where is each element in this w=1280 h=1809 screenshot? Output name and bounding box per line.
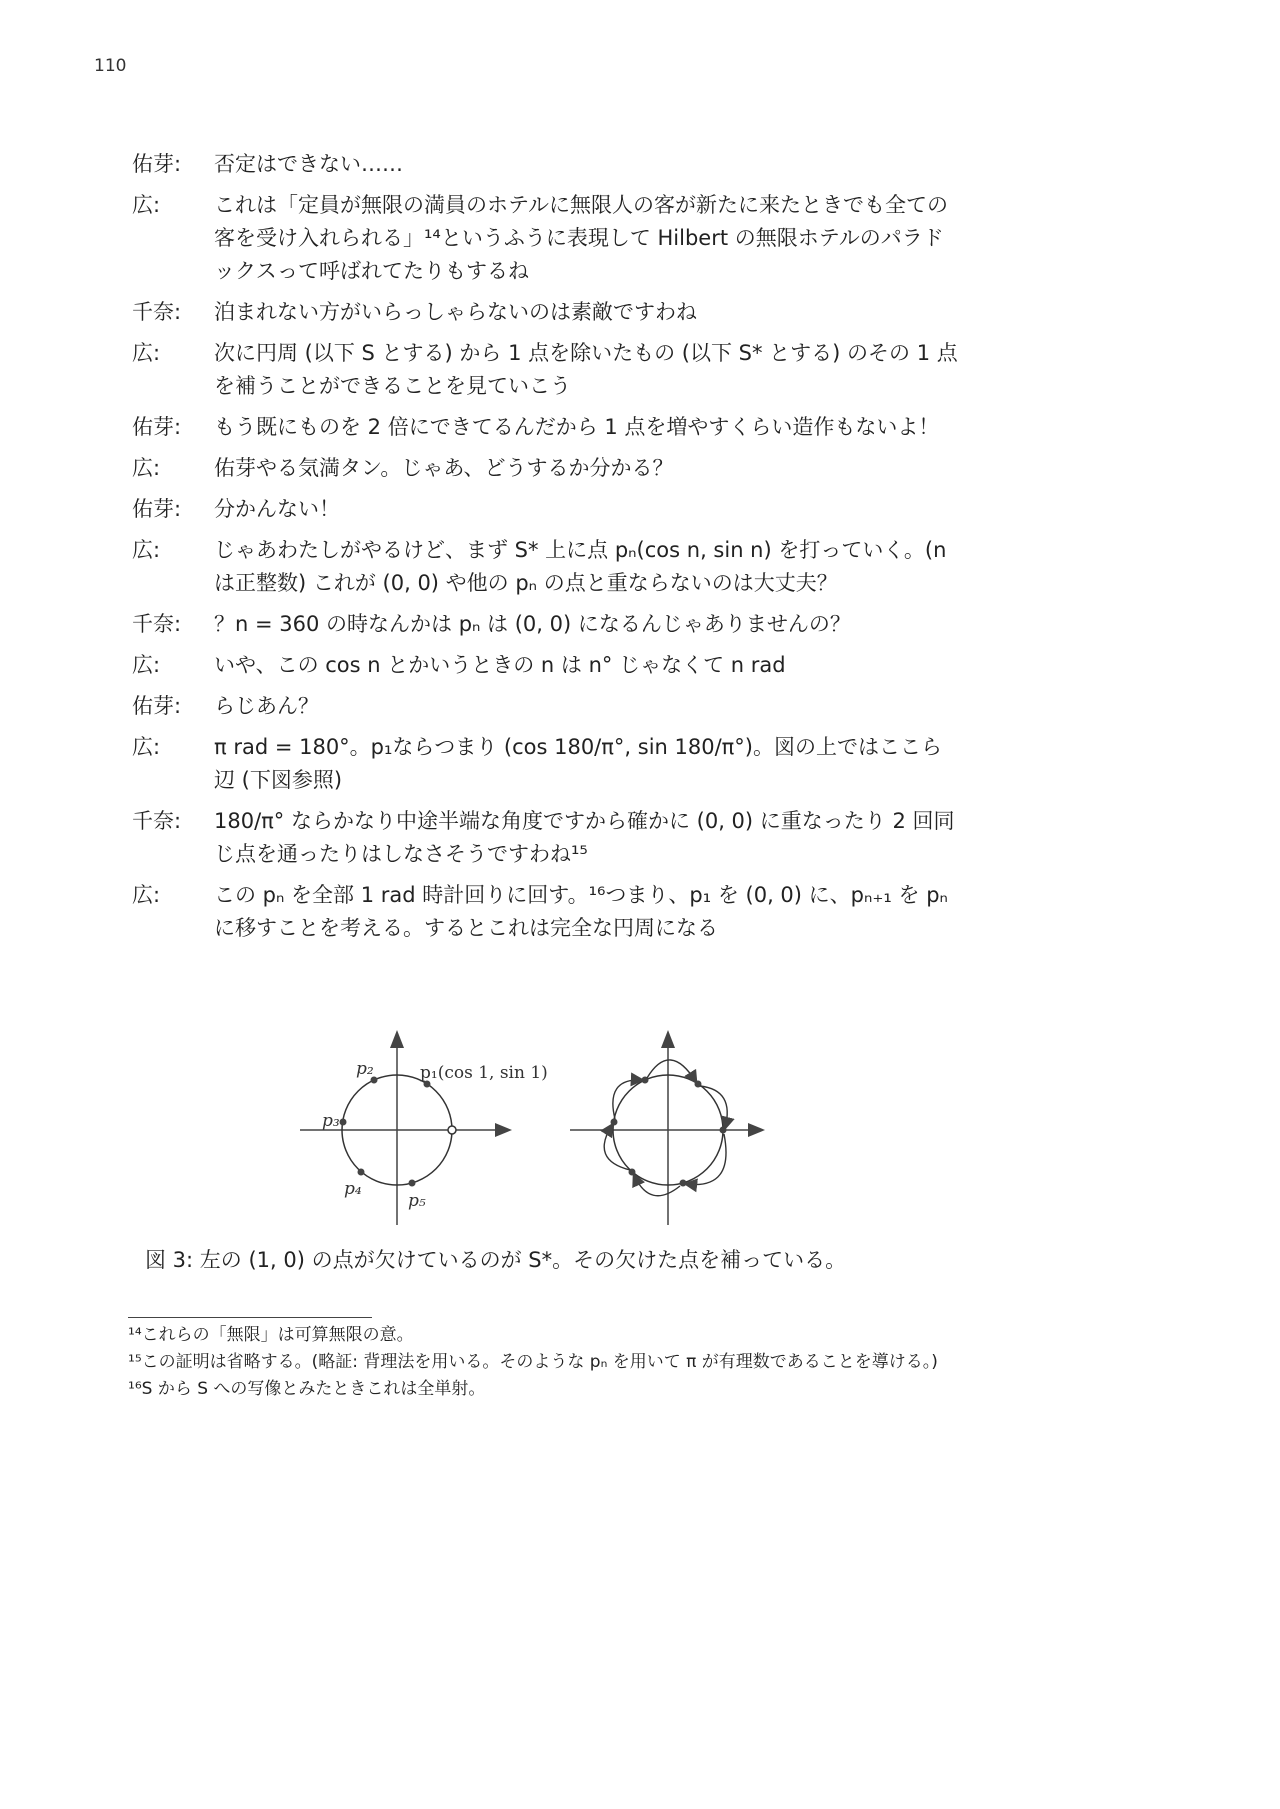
x-axis-arrow-icon bbox=[748, 1123, 765, 1137]
dialogue-line bbox=[132, 731, 962, 797]
dialogue-line bbox=[132, 534, 962, 600]
footnote: ¹⁶S から S への写像とみたときこれは全単射。 bbox=[128, 1379, 486, 1399]
label-p1: p₁(cos 1, sin 1) bbox=[420, 1063, 548, 1083]
speaker-name: 千奈: bbox=[132, 300, 182, 324]
dialogue-text: この pₙ を全部 1 rad 時計回りに回す。¹⁶つまり、p₁ を (0, 0) に、pₙ₊₁ を pₙ に移すことを考える。するとこれは完全な円周になる bbox=[214, 883, 948, 940]
speaker-name: 広: bbox=[132, 653, 161, 677]
rotation-arrow bbox=[604, 1125, 630, 1170]
dialogue-line bbox=[132, 805, 962, 871]
rotation-arrow bbox=[613, 1080, 642, 1119]
dialogue-text: 180/π° ならかなり中途半端な角度ですから確かに (0, 0) に重なったり 2 回同じ点を通ったりはしなさそうですわね¹⁵ bbox=[214, 809, 955, 866]
label-p2: p₂ bbox=[356, 1059, 374, 1079]
dialogue-text: 分かんない！ bbox=[214, 497, 340, 521]
left-diagram bbox=[300, 1030, 548, 1225]
dialogue-line bbox=[132, 493, 962, 526]
dialogue-line bbox=[132, 337, 962, 403]
dialogue-line bbox=[132, 411, 962, 444]
y-axis-arrow-icon bbox=[661, 1030, 675, 1048]
dialogue-text: ？n = 360 の時なんかは pₙ は (0, 0) になるんじゃありませんの？ bbox=[214, 612, 851, 636]
rotation-arrow bbox=[686, 1134, 726, 1185]
speaker-name: 広: bbox=[132, 456, 161, 480]
label-p4: p₄ bbox=[344, 1179, 362, 1199]
dialogue-text: らじあん？ bbox=[214, 694, 319, 718]
speaker-name: 佑芽: bbox=[132, 694, 182, 718]
point-p3 bbox=[611, 1119, 618, 1126]
speaker-name: 広: bbox=[132, 538, 161, 562]
dialogue-text: 次に円周 (以下 S とする) から 1 点を除いたもの (以下 S* とする) のその 1 点を補うことができることを見ていこう bbox=[214, 341, 958, 398]
footnote: ¹⁴これらの「無限」は可算無限の意。 bbox=[128, 1325, 414, 1345]
dialogue-line bbox=[132, 189, 962, 288]
point-p5 bbox=[680, 1180, 687, 1187]
dialogue-text: いや、この cos n とかいうときの n は n° じゃなくて n rad bbox=[214, 653, 786, 677]
speaker-name: 広: bbox=[132, 193, 161, 217]
dialogue-line bbox=[132, 608, 962, 641]
figure-3 bbox=[290, 1020, 790, 1240]
dialogue-text: じゃあわたしがやるけど、まず S* 上に点 pₙ(cos n, sin n) を打っていく。(n は正整数) これが (0, 0) や他の pₙ の点と重ならないのは大丈夫？ bbox=[214, 538, 947, 595]
figure-caption: 図 3: 左の (1, 0) の点が欠けているのが S*。その欠けた点を補っている。 bbox=[145, 1248, 847, 1272]
point-p3 bbox=[340, 1119, 347, 1126]
dialogue bbox=[132, 148, 962, 953]
x-axis-arrow-icon bbox=[495, 1123, 512, 1137]
speaker-name: 広: bbox=[132, 883, 161, 907]
speaker-name: 広: bbox=[132, 341, 161, 365]
page-number: 110 bbox=[94, 56, 127, 76]
dialogue-text: もう既にものを 2 倍にできてるんだから 1 点を増やすくらい造作もないよ！ bbox=[214, 415, 940, 439]
dialogue-line bbox=[132, 879, 962, 945]
point-p5 bbox=[409, 1180, 416, 1187]
dialogue-line bbox=[132, 296, 962, 329]
speaker-name: 広: bbox=[132, 735, 161, 759]
y-axis-arrow-icon bbox=[390, 1030, 404, 1048]
speaker-name: 千奈: bbox=[132, 612, 182, 636]
footnotes bbox=[128, 1322, 948, 1403]
dialogue-line bbox=[132, 649, 962, 682]
point-p4 bbox=[358, 1169, 365, 1176]
dialogue-line bbox=[132, 148, 962, 181]
dialogue-text: 佑芽やる気満タン。じゃあ、どうするか分かる？ bbox=[214, 456, 674, 480]
right-diagram bbox=[570, 1030, 765, 1225]
footnote: ¹⁵この証明は省略する。(略証: 背理法を用いる。そのような pₙ を用いて π が有理数であることを導ける。) bbox=[128, 1352, 938, 1372]
dialogue-line bbox=[132, 452, 962, 485]
dialogue-text: 泊まれない方がいらっしゃらないのは素敵ですわね bbox=[214, 300, 697, 324]
dialogue-text: 否定はできない…… bbox=[214, 152, 403, 176]
label-p5: p₅ bbox=[408, 1191, 426, 1211]
dialogue-text: π rad = 180°。p₁ならつまり (cos 180/π°, sin 180/π°)。図の上ではここら辺 (下図参照) bbox=[214, 735, 943, 792]
speaker-name: 佑芽: bbox=[132, 415, 182, 439]
dialogue-line bbox=[132, 690, 962, 723]
footnote-divider bbox=[128, 1317, 372, 1318]
missing-point bbox=[448, 1126, 456, 1134]
dialogue-text: これは「定員が無限の満員のホテルに無限人の客が新たに来たときでも全ての客を受け入れられる」¹⁴というふうに表現して Hilbert の無限ホテルのパラドックスって呼ばれてたりもするね bbox=[214, 193, 948, 283]
label-p3: p₃ bbox=[322, 1111, 340, 1131]
speaker-name: 佑芽: bbox=[132, 497, 182, 521]
rotation-arrow bbox=[700, 1086, 727, 1128]
speaker-name: 千奈: bbox=[132, 809, 182, 833]
speaker-name: 佑芽: bbox=[132, 152, 182, 176]
